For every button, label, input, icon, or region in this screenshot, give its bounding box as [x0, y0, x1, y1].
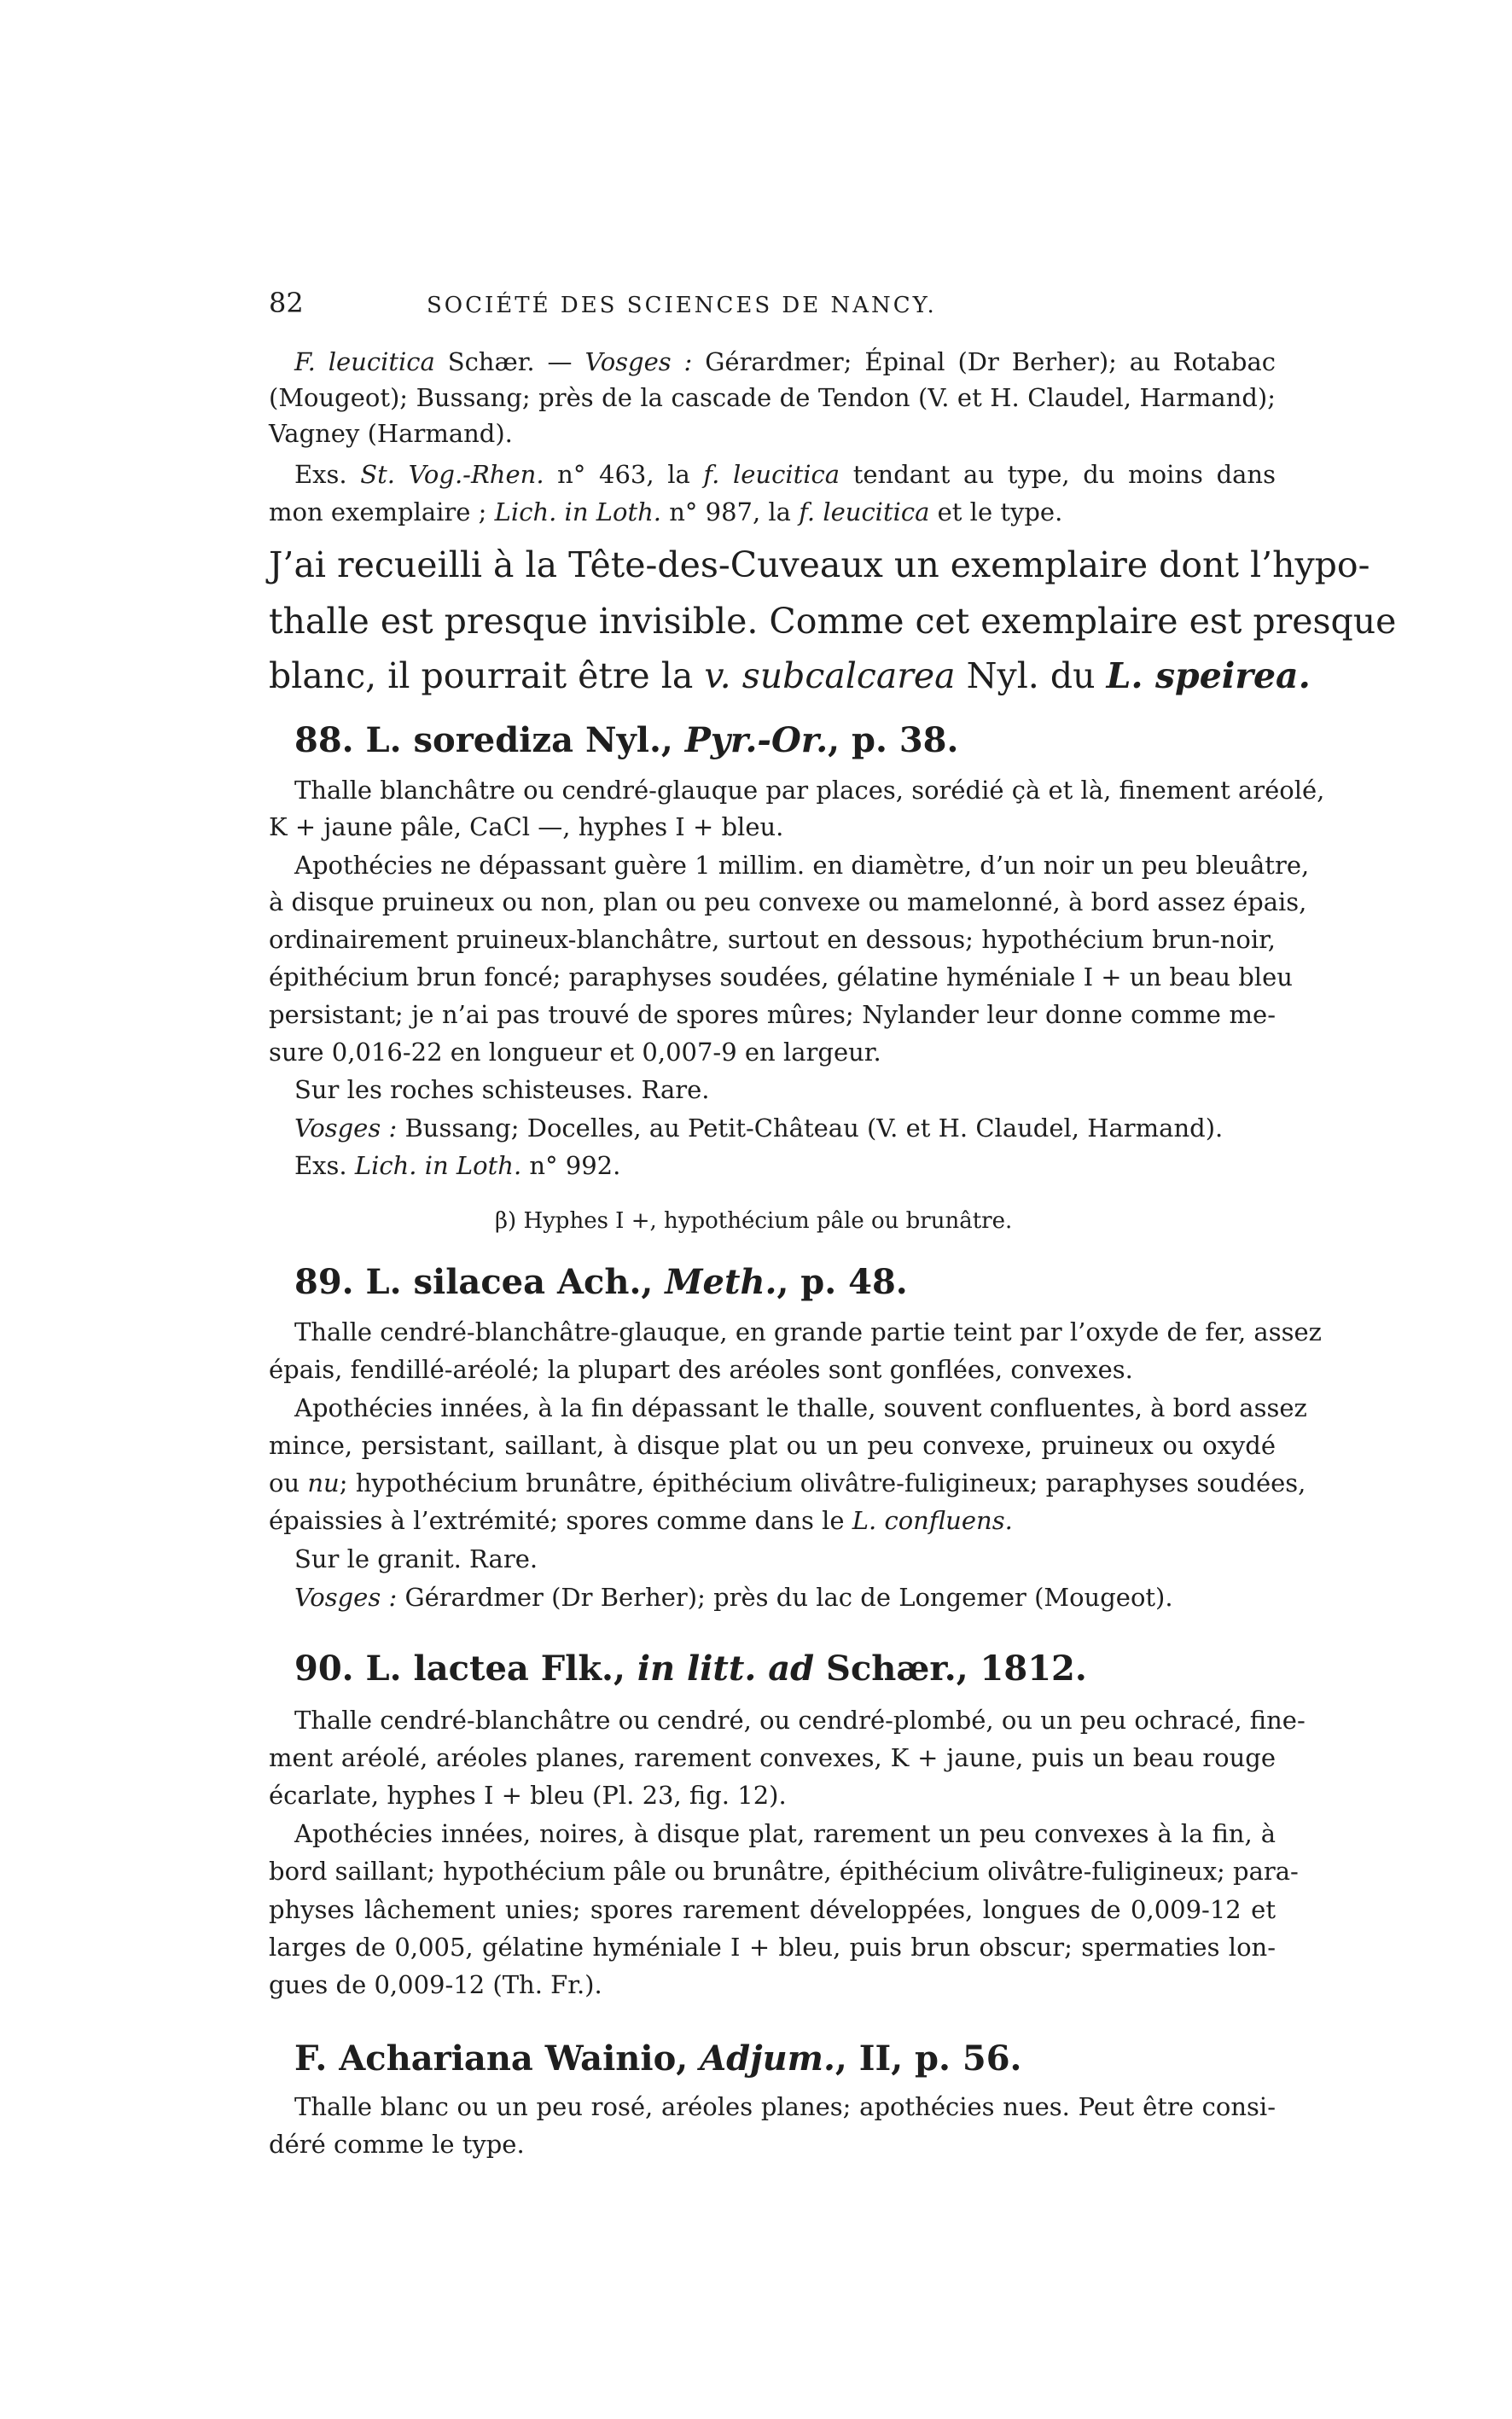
s90-line-5: bord saillant; hypothécium pâle ou brunâtre, épithécium olivâtre-fuligineux; para- — [269, 1857, 1299, 1886]
text-run: Ach., — [545, 1262, 666, 1302]
form-name: Achariana — [339, 2038, 533, 2079]
intro-line-2: (Mougeot); Bussang; près de la cascade de Tendon (V. et H. Claudel, Harmand); — [269, 383, 1276, 412]
text-run: Exs. — [294, 1151, 355, 1180]
s90-line-2: ment aréolé, aréoles planes, rarement convexes, K + jaune, puis un beau rouge — [269, 1743, 1276, 1772]
exsiccata-title: St. Vog.-Rhen. — [360, 460, 544, 489]
s88-line-6: épithécium brun foncé; paraphyses soudées, gélatine hyméniale I + un beau bleu — [269, 962, 1293, 991]
s90-line-7: larges de 0,005, gélatine hyméniale I + bleu, puis brun obscur; spermaties lon- — [269, 1933, 1276, 1962]
s88-line-2: K + jaune pâle, CaCl —, hyphes I + bleu. — [269, 812, 784, 841]
text-run: , II, p. 56. — [835, 2038, 1022, 2079]
s88-line-10 — [294, 1116, 1276, 1141]
text-run: Flk., — [528, 1649, 637, 1689]
text-run: Gérardmer; Épinal (Dr Berher); au Rotabac — [692, 347, 1276, 376]
s89-line-5 — [269, 1468, 1306, 1497]
s89-line-8 — [294, 1585, 1276, 1610]
text-run: Nyl., — [573, 720, 685, 760]
region-label: Vosges : — [294, 1114, 398, 1143]
exsiccata-title: Lich. in Loth. — [494, 497, 661, 526]
taxon-name: v. subcalcarea — [704, 655, 956, 696]
emphasis: nu — [307, 1468, 340, 1497]
species-name: L. lactea — [365, 1649, 529, 1689]
s89-line-6 — [269, 1506, 1276, 1535]
intro-line-5 — [269, 497, 1276, 526]
intro-line-3: Vagney (Harmand). — [269, 419, 513, 448]
text-run: Nyl. du — [955, 655, 1107, 696]
region-label: Vosges : — [294, 1583, 398, 1612]
s88-line-4: à disque pruineux ou non, plan ou peu convexe ou mamelonné, à bord assez épais, — [269, 887, 1307, 916]
reference-title: in litt. ad — [637, 1649, 815, 1689]
s88-line-8: sure 0,016-22 en longueur et 0,007-9 en largeur. — [269, 1038, 881, 1067]
form-label: F. — [294, 2038, 340, 2079]
text-run: épaissies à l’extrémité; spores comme dans le — [269, 1506, 852, 1535]
species-heading-90 — [294, 1649, 1087, 1689]
text-run: tendant au type, du moins dans — [840, 460, 1276, 489]
reference-title: Pyr.-Or. — [684, 720, 829, 760]
text-run: Gérardmer (Dr Berher); près du lac de Longemer (Mougeot). — [397, 1583, 1173, 1612]
text-run: blanc, il pourrait être la — [269, 655, 705, 696]
large-para-line-1: J’ai recueilli à la Tête-des-Cuveaux un exemplaire dont l’hypo- — [269, 544, 1370, 585]
s89-line-3: Apothécies innées, à la fin dépassant le thalle, souvent confluentes, à bord assez — [294, 1393, 1307, 1422]
text-run: Wainio, — [532, 2038, 701, 2079]
s90-line-8: gues de 0,009-12 (Th. Fr.). — [269, 1970, 602, 1999]
region-label: Vosges : — [584, 347, 693, 376]
species-number: 89. — [294, 1262, 366, 1302]
text-run: ; hypothécium brunâtre, épithécium olivâtre-fuligineux; paraphyses soudées, — [339, 1468, 1306, 1497]
species-name: L. silacea — [365, 1262, 546, 1302]
text-run: et le type. — [929, 497, 1063, 526]
text-run: Schær. — — [434, 347, 585, 376]
s89-line-1: Thalle cendré-blanchâtre-glauque, en grande partie teint par l’oxyde de fer, assez — [294, 1317, 1322, 1346]
text-run: mon exemplaire ; — [269, 497, 495, 526]
form-heading-achariana — [294, 2038, 1022, 2079]
s88-line-5: ordinairement pruineux-blanchâtre, surtout en dessous; hypothécium brun-noir, — [269, 925, 1276, 954]
taxon-name: f. leucitica — [703, 460, 840, 489]
s88-variety-note: β) Hyphes I +, hypothécium pâle ou brunâtre. — [495, 1208, 1013, 1234]
large-para-line-2: thalle est presque invisible. Comme cet exemplaire est presque — [269, 601, 1397, 642]
s89-line-4: mince, persistant, saillant, à disque plat ou un peu convexe, pruineux ou oxydé — [269, 1431, 1276, 1460]
text-run: , p. 38. — [828, 720, 959, 760]
text-run: n° 463, la — [544, 460, 704, 489]
species-number: 88. — [294, 720, 366, 760]
intro-line-1 — [294, 347, 1276, 376]
s88-line-11 — [294, 1151, 1276, 1180]
s90-line-6: physes lâchement unies; spores rarement développées, longues de 0,009-12 et — [269, 1895, 1276, 1924]
taxon-name: F. leucitica — [294, 347, 435, 376]
taxon-name: f. leucitica — [799, 497, 930, 526]
s90-line-1: Thalle cendré-blanchâtre ou cendré, ou cendré-plombé, ou un peu ochracé, fine- — [294, 1706, 1306, 1735]
text-run: Exs. — [294, 460, 361, 489]
reference-title: Meth. — [665, 1262, 777, 1302]
species-heading-88 — [294, 720, 959, 760]
species-number: 90. — [294, 1649, 366, 1689]
intro-line-4 — [294, 462, 1276, 487]
reference-title: Adjum. — [700, 2038, 835, 2079]
taxon-name: L. speirea. — [1106, 655, 1311, 696]
s90-line-3: écarlate, hyphes I + bleu (Pl. 23, fig. 12). — [269, 1781, 787, 1810]
text-run: Bussang; Docelles, au Petit-Château (V. et H. Claudel, Harmand). — [397, 1114, 1224, 1143]
text-run: n° 992. — [521, 1151, 621, 1180]
s88-line-9: Sur les roches schisteuses. Rare. — [294, 1075, 710, 1104]
s90-line-4: Apothécies innées, noires, à disque plat, rarement un peu convexes à la fin, à — [294, 1819, 1276, 1848]
s88-line-1: Thalle blanchâtre ou cendré-glauque par places, sorédié çà et là, finement aréolé, — [294, 776, 1325, 805]
text-run: , p. 48. — [776, 1262, 908, 1302]
text-run: ou — [269, 1468, 308, 1497]
s88-line-7: persistant; je n’ai pas trouvé de spores mûres; Nylander leur donne comme me- — [269, 1000, 1276, 1029]
fach-line-2: déré comme le type. — [269, 2130, 525, 2159]
large-para-line-3 — [269, 655, 1311, 696]
species-heading-89 — [294, 1262, 908, 1302]
text-run: Schær., 1812. — [814, 1649, 1087, 1689]
exsiccata-title: Lich. in Loth. — [354, 1151, 522, 1180]
taxon-name: L. confluens. — [852, 1506, 1013, 1535]
fach-line-1: Thalle blanc ou un peu rosé, aréoles planes; apothécies nues. Peut être consi- — [294, 2092, 1276, 2121]
s89-line-7: Sur le granit. Rare. — [294, 1544, 538, 1573]
text-run: n° 987, la — [661, 497, 800, 526]
s88-line-3: Apothécies ne dépassant guère 1 millim. en diamètre, d’un noir un peu bleuâtre, — [294, 851, 1310, 880]
running-title: SOCIÉTÉ DES SCIENCES DE NANCY. — [427, 293, 937, 318]
s89-line-2: épais, fendillé-aréolé; la plupart des aréoles sont gonflées, convexes. — [269, 1355, 1133, 1384]
species-name: L. sorediza — [365, 720, 574, 760]
page-number: 82 — [269, 287, 304, 319]
